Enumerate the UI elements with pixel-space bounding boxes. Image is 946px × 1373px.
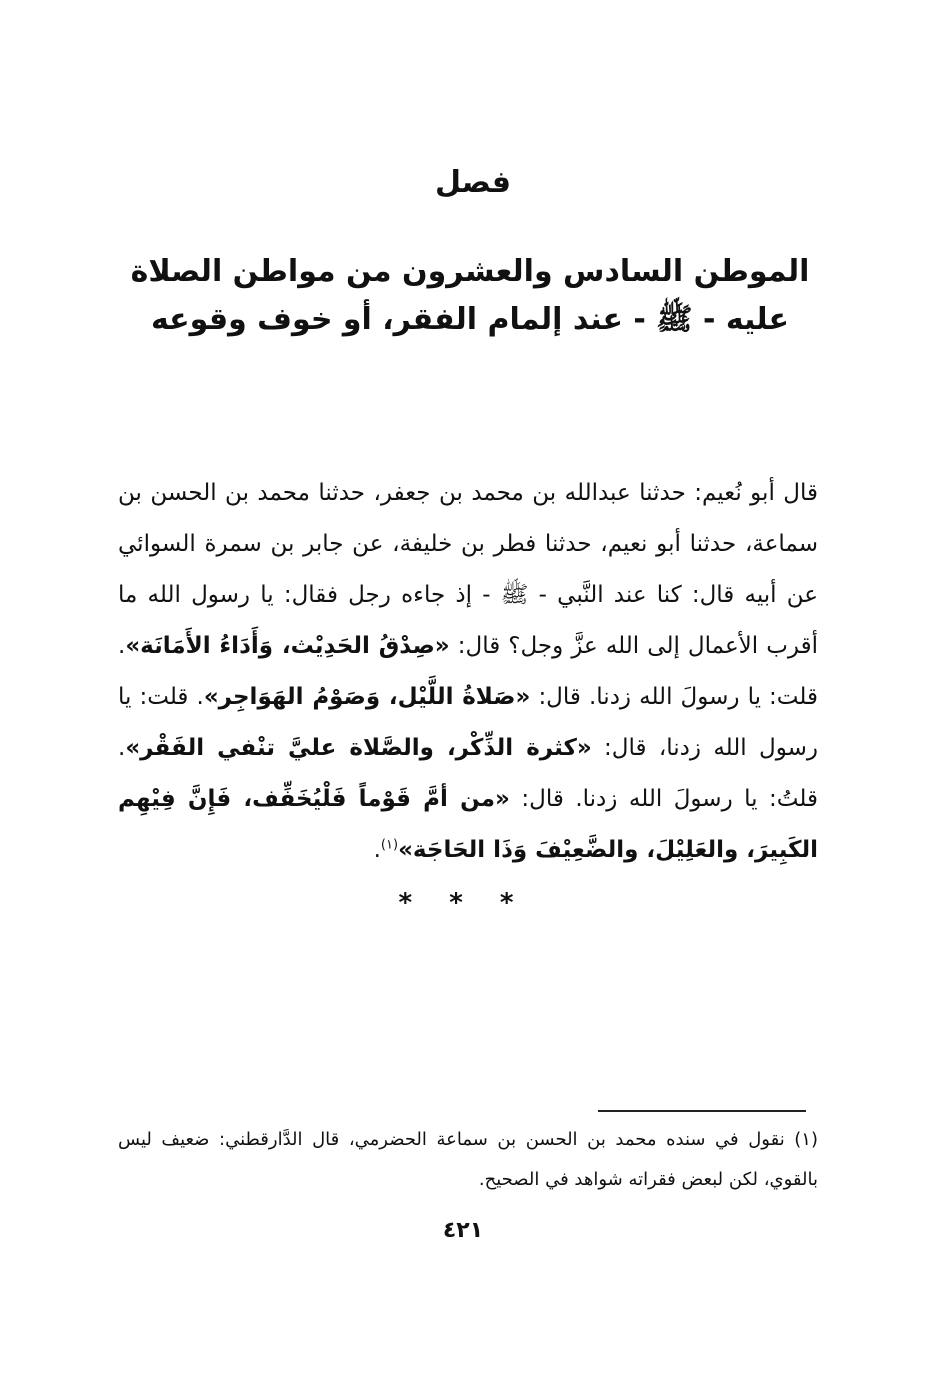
hadith-quote-3: «كثرة الذِّكْر، والصَّلاة عليَّ تنْفي الفَقْر» [125,735,592,761]
page-number: ٤٢١ [442,1218,484,1243]
narration-text-1: قال أبو نُعيم: حدثنا عبدالله بن محمد بن جعفر، حدثنا محمد بن الحسن بن سماعة، حدثنا أبو نعيم، حدثنا فطر بن خليفة، عن جابر بن سمرة السوائي عن أبيه قال: كنا عند النَّبي - ﷺ - إذ جاءه رجل فقال: يا رسول الله ما أقرب الأعمال إلى الله عزَّ وجل؟ قال: [118,480,818,659]
footnote-text: (١) نقول في سنده محمد بن الحسن بن سماعة الحضرمي، قال الدَّارقطني: ضعيف ليس بالقوي، لكن لبعض فقراته شواهد في الصحيح. [118,1129,818,1190]
narration-text-2: . قلت: يا رسولَ الله زدنا. قال: [118,633,818,710]
hadith-quote-2: «صَلاةُ اللَّيْل، وَصَوْمُ الهَوَاجِر» [203,684,531,710]
hadith-paragraph [118,468,818,876]
hadith-quote-1: «صِدْقُ الحَدِيْث، وَأَدَاءُ الأَمَانَة» [125,633,450,659]
narration-text-4: . قلتُ: يا رسولَ الله زدنا. قال: [118,735,818,812]
footnote-marker: (١) [380,837,399,853]
chapter-heading: الموطن السادس والعشرون من مواطن الصلاة عليه - ﷺ - عند إلمام الفقر، أو خوف وقوعه [130,254,810,337]
footnote-divider [598,1110,806,1112]
narration-text-3: . قلت: يا رسول الله زدنا، قال: [118,684,818,761]
section-title: فصل [435,165,511,200]
hadith-quote-4: «من أمَّ قَوْماً فَلْيُخَفِّف، فَإِنَّ فِيْهِم الكَبِيرَ، والعَلِيْلَ، والضَّعِيْفَ وَذَا الحَاجَة» [118,786,818,863]
section-separator: * * * [398,888,528,918]
paragraph-end: . [373,837,381,863]
